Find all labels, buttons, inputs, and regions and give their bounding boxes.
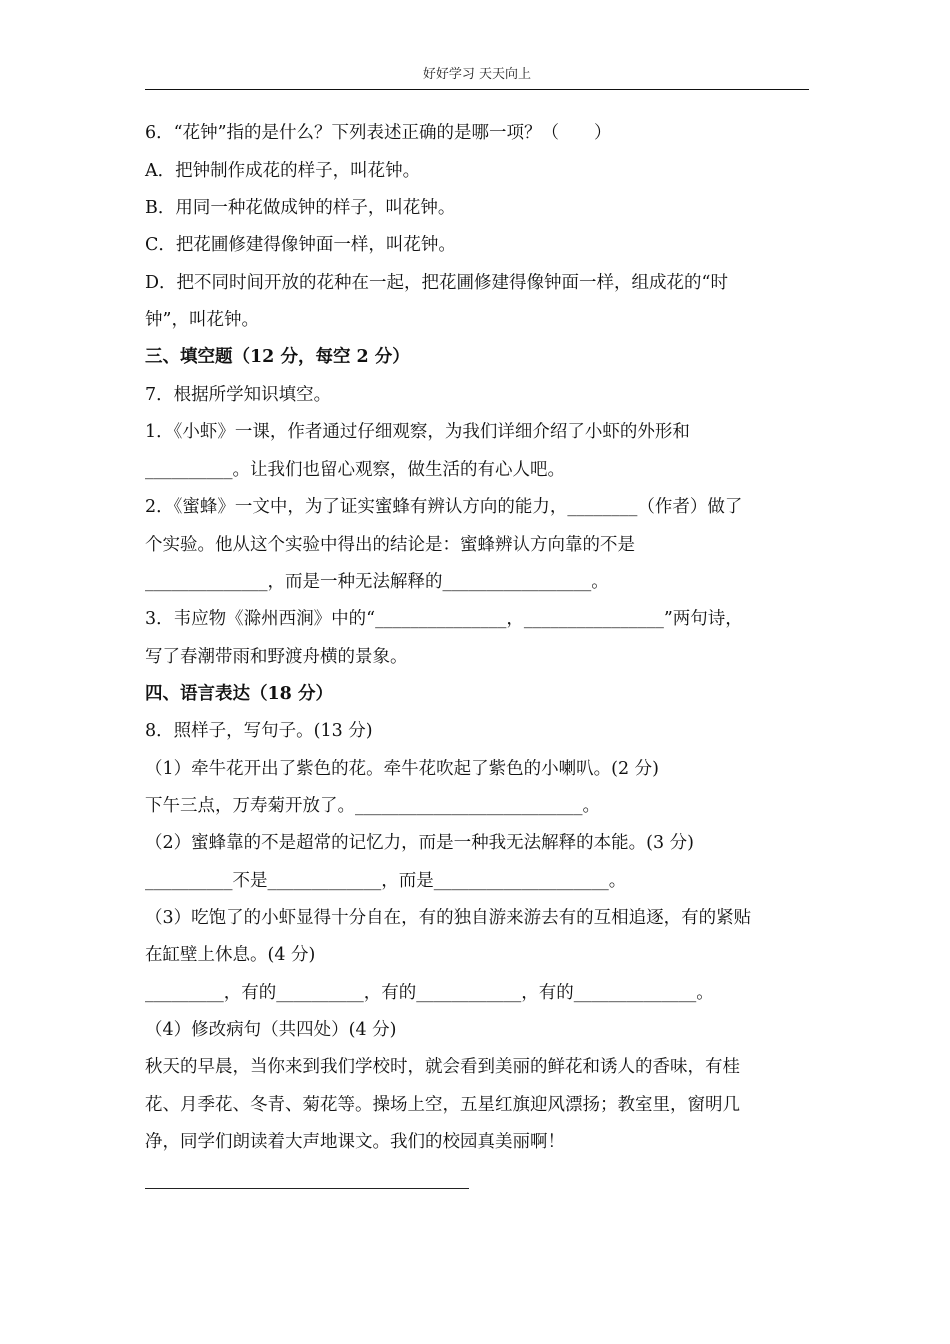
q8-sub4-line2: 花、月季花、冬青、菊花等。操场上空，五星红旗迎风漂扬；教室里，窗明几	[145, 1095, 740, 1115]
q7-item1-line2: __________。让我们也留心观察，做生活的有心人吧。	[145, 460, 565, 480]
header-divider	[145, 89, 809, 90]
q8-sub2-example: （2）蜜蜂靠的不是超常的记忆力，而是一种我无法解释的本能。(3 分)	[145, 833, 694, 853]
section4-heading: 四、语言表达（18 分）	[145, 684, 333, 704]
q8-sub1-task: 下午三点，万寿菊开放了。__________________________。	[145, 796, 600, 816]
q8-sub4-heading: （4）修改病句（共四处）(4 分)	[145, 1020, 397, 1040]
q7-stem: 7．根据所学知识填空。	[145, 385, 332, 405]
q6-stem: 6．“花钟”指的是什么？下列表述正确的是哪一项？（ ）	[145, 123, 612, 143]
q6-option-d-line1: D．把不同时间开放的花种在一起，把花圃修建得像钟面一样，组成花的“时	[145, 273, 728, 293]
q6-option-b: B．用同一种花做成钟的样子，叫花钟。	[145, 198, 456, 218]
q7-item2-line2: 个实验。他从这个实验中得出的结论是：蜜蜂辨认方向靠的不是	[145, 535, 635, 555]
q8-stem: 8．照样子，写句子。(13 分)	[145, 721, 373, 741]
q8-sub1-example: （1）牵牛花开出了紫色的花。牵牛花吹起了紫色的小喇叭。(2 分)	[145, 759, 659, 779]
q8-sub4-line1: 秋天的早晨，当你来到我们学校时，就会看到美丽的鲜花和诱人的香味，有桂	[145, 1057, 740, 1077]
q6-option-c: C．把花圃修建得像钟面一样，叫花钟。	[145, 235, 456, 255]
q8-sub4-line3: 净，同学们朗读着大声地课文。我们的校园真美丽啊！	[145, 1132, 565, 1152]
q7-item1-line1: 1．《小虾》一课，作者通过仔细观察，为我们详细介绍了小虾的外形和	[145, 422, 690, 442]
q8-sub2-task: __________不是_____________，而是____________________。	[145, 871, 627, 891]
q7-item3-line1: 3．韦应物《滁州西涧》中的“_______________，________________”两句诗，	[145, 609, 743, 629]
q6-option-d-line2: 钟”，叫花钟。	[145, 310, 259, 330]
q8-sub3-example-line1: （3）吃饱了的小虾显得十分自在，有的独自游来游去有的互相追逐，有的紧贴	[145, 908, 752, 928]
section3-heading: 三、填空题（12 分，每空 2 分）	[145, 347, 410, 367]
q8-sub3-task: _________，有的__________，有的____________，有的______________。	[145, 983, 714, 1003]
header-title: 好好学习 天天向上	[422, 67, 532, 82]
q7-item3-line2: 写了春潮带雨和野渡舟横的景象。	[145, 647, 408, 667]
answer-line	[145, 1188, 469, 1189]
q6-option-a: A．把钟制作成花的样子，叫花钟。	[145, 161, 421, 181]
q7-item2-line3: ______________，而是一种无法解释的_________________。	[145, 572, 609, 592]
q7-item2-line1: 2．《蜜蜂》一文中，为了证实蜜蜂有辨认方向的能力，________（作者）做了	[145, 497, 743, 517]
q8-sub3-example-line2: 在缸壁上休息。(4 分)	[145, 945, 316, 965]
